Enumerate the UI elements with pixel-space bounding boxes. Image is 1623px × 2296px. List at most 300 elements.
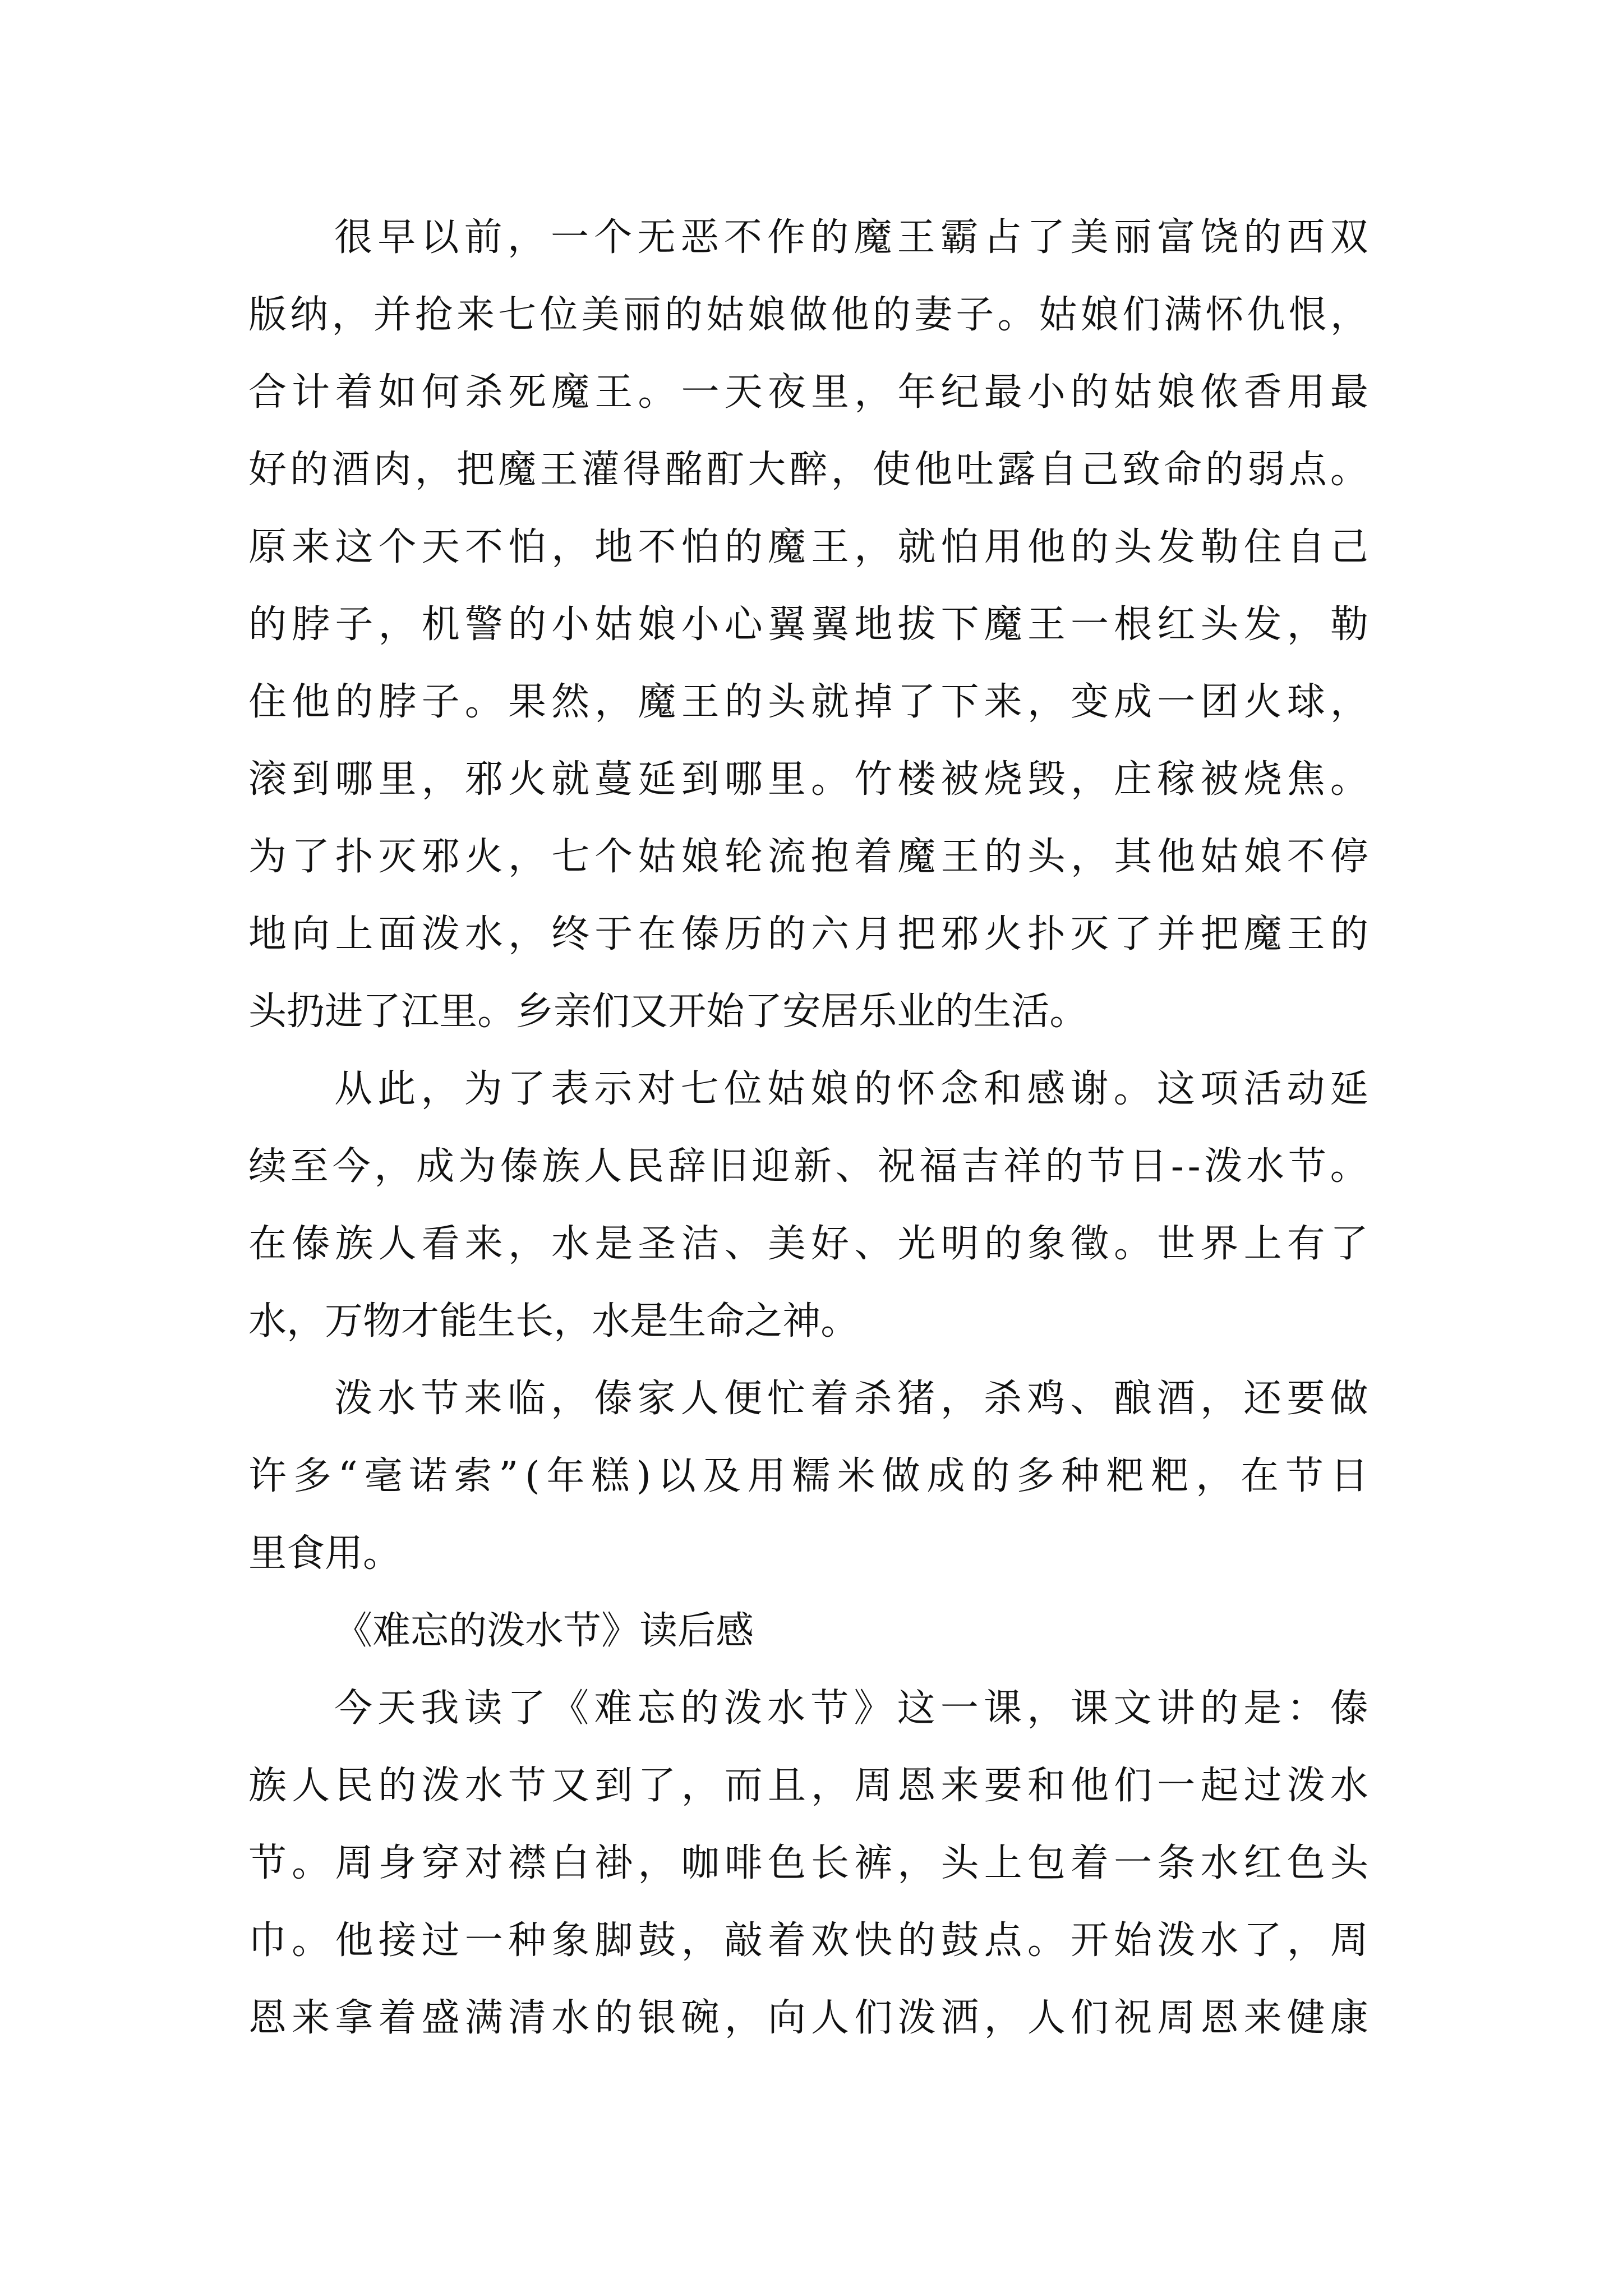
glyph: ， (508, 912, 546, 956)
glyph: 水 (464, 1764, 503, 1808)
glyph: 。 (1027, 1918, 1066, 1963)
glyph: 的 (1070, 370, 1109, 415)
glyph: 福 (919, 1144, 958, 1189)
glyph: 魔 (984, 602, 1022, 647)
glyph: 忙 (767, 1377, 806, 1421)
glyph: 历 (724, 912, 763, 956)
glyph: ” (499, 1454, 519, 1498)
glyph: 对 (637, 1067, 676, 1111)
glyph: 临 (507, 1377, 546, 1421)
glyph: - (1187, 1144, 1201, 1189)
glyph: 的 (1045, 1144, 1083, 1189)
glyph: 鸡 (1027, 1377, 1066, 1421)
glyph: 节 (563, 1609, 602, 1653)
glyph: 住 (1243, 525, 1282, 569)
glyph: 天 (377, 1686, 416, 1731)
glyph: 自 (1039, 448, 1077, 492)
glyph: 娘 (748, 293, 786, 337)
glyph: 示 (594, 1067, 633, 1111)
glyph: 到 (681, 757, 720, 802)
glyph: 地 (854, 602, 893, 647)
glyph: 健 (1287, 1996, 1325, 2040)
glyph: 进 (325, 990, 363, 1034)
glyph: 及 (702, 1454, 741, 1498)
glyph: 的 (810, 215, 849, 260)
glyph: 索 (454, 1454, 492, 1498)
glyph: 酩 (664, 448, 703, 492)
glyph: 一 (1114, 1841, 1152, 1885)
text-line (334, 210, 1368, 266)
glyph: 节 (1285, 1454, 1324, 1498)
text-line (248, 1835, 1368, 1892)
glyph: 才 (401, 1299, 440, 1343)
glyph: 文 (1113, 1686, 1152, 1731)
glyph: 天 (724, 370, 763, 415)
glyph: 迎 (751, 1144, 790, 1189)
glyph: 楼 (897, 757, 936, 802)
glyph: 醉 (789, 448, 828, 492)
glyph: 是 (630, 1299, 668, 1343)
glyph: 球 (1287, 680, 1325, 724)
glyph: 生 (973, 990, 1012, 1034)
glyph: ， (1200, 1377, 1239, 1421)
text-line (248, 365, 1368, 421)
glyph: 头 (1330, 1841, 1368, 1885)
glyph: 满 (1164, 293, 1202, 337)
glyph: 然 (551, 680, 590, 724)
glyph: 成 (926, 1454, 965, 1498)
glyph: 一 (1157, 680, 1196, 724)
glyph: ， (897, 1841, 936, 1885)
text-line (334, 1681, 1368, 1737)
glyph: 死 (508, 370, 546, 415)
glyph: 纳 (290, 293, 329, 337)
glyph: 蔓 (594, 757, 633, 802)
glyph: 肉 (373, 448, 412, 492)
glyph: 丽 (623, 293, 661, 337)
glyph: 。 (1330, 448, 1368, 492)
glyph: 色 (767, 1841, 806, 1885)
glyph: 欢 (811, 1918, 850, 1963)
glyph: 如 (378, 370, 417, 415)
glyph: 计 (292, 370, 330, 415)
glyph: 着 (854, 835, 893, 879)
glyph: 魔 (854, 215, 892, 260)
glyph: 猪 (897, 1377, 935, 1421)
glyph: 谢 (1070, 1067, 1109, 1111)
glyph: 西 (1287, 215, 1325, 260)
glyph: 了 (292, 835, 330, 879)
glyph: 动 (1287, 1067, 1325, 1111)
text-line (334, 1371, 1368, 1427)
text-line (248, 1448, 1368, 1504)
glyph: 魔 (1243, 912, 1282, 956)
glyph: 周 (1330, 1918, 1368, 1963)
glyph: 的 (1205, 448, 1244, 492)
glyph: 用 (325, 1531, 363, 1576)
glyph: 他 (1157, 835, 1196, 879)
glyph: 子 (956, 293, 994, 337)
glyph: 火 (1243, 680, 1282, 724)
glyph: 己 (1080, 448, 1119, 492)
glyph: 勒 (1200, 525, 1239, 569)
glyph: 原 (248, 525, 287, 569)
glyph: 成 (1114, 680, 1152, 724)
glyph: 。 (811, 757, 850, 802)
glyph: 包 (1027, 1841, 1066, 1885)
glyph: 来 (464, 1377, 502, 1421)
glyph: 发 (1157, 525, 1196, 569)
glyph: 。 (1113, 1067, 1152, 1111)
glyph: 又 (551, 1764, 590, 1808)
glyph: 们 (1114, 1764, 1152, 1808)
glyph: 娘 (810, 1067, 849, 1111)
glyph: 满 (464, 1996, 503, 2040)
glyph: 人 (292, 1764, 330, 1808)
glyph: 王 (1287, 912, 1325, 956)
glyph: ) (636, 1454, 651, 1498)
glyph: 好 (811, 1222, 850, 1266)
glyph: ， (1027, 1686, 1066, 1731)
glyph: ， (984, 1996, 1022, 2040)
glyph: 活 (1011, 990, 1050, 1034)
glyph: ， (681, 1764, 720, 1808)
glyph: 了 (507, 1686, 546, 1731)
glyph: 早 (377, 215, 416, 260)
glyph: 民 (625, 1144, 664, 1189)
glyph: 的 (594, 1996, 633, 2040)
glyph: 糯 (792, 1454, 831, 1498)
glyph: 泼 (723, 1686, 762, 1731)
glyph: 啡 (724, 1841, 763, 1885)
glyph: 灭 (378, 835, 417, 879)
glyph: 灌 (581, 448, 620, 492)
glyph: 泼 (334, 1377, 373, 1421)
glyph: 便 (723, 1377, 762, 1421)
glyph: 恶 (680, 215, 719, 260)
glyph: 七 (551, 835, 590, 879)
glyph: 忘 (411, 1609, 449, 1653)
glyph: 向 (292, 912, 330, 956)
glyph: 光 (897, 1222, 936, 1266)
glyph: 日 (1330, 1454, 1368, 1498)
glyph: 了 (744, 990, 783, 1034)
glyph: 年 (897, 370, 936, 415)
glyph: 清 (508, 1996, 546, 2040)
glyph: 的 (971, 1454, 1010, 1498)
glyph: 读 (639, 1609, 678, 1653)
glyph: 里 (439, 990, 478, 1034)
glyph: 侬 (1200, 370, 1239, 415)
glyph: 扑 (335, 835, 374, 879)
glyph: 掉 (854, 680, 893, 724)
glyph: 脚 (594, 1918, 633, 1963)
glyph: 泼 (897, 1996, 936, 2040)
glyph: 。 (997, 293, 1036, 337)
glyph: 子 (421, 680, 460, 724)
glyph: 一 (940, 1686, 979, 1731)
glyph: 徵 (1070, 1222, 1109, 1266)
glyph: 心 (724, 602, 763, 647)
glyph: ， (551, 1377, 589, 1421)
glyph: 傣 (594, 1377, 633, 1421)
glyph: 安 (782, 990, 821, 1034)
glyph: 人 (1027, 1996, 1066, 2040)
glyph: 把 (897, 912, 936, 956)
glyph: 恩 (897, 1764, 936, 1808)
glyph: 延 (1330, 1067, 1368, 1111)
glyph: 姑 (638, 835, 676, 879)
glyph: 怕 (508, 525, 546, 569)
glyph: 是 (1243, 1686, 1282, 1731)
glyph: 做 (882, 1454, 920, 1498)
glyph: 美 (581, 293, 620, 337)
glyph: 傣 (681, 912, 720, 956)
glyph: 纪 (940, 370, 979, 415)
glyph: 七 (680, 1067, 719, 1111)
glyph: 到 (594, 1764, 633, 1808)
glyph: 着 (1070, 1841, 1109, 1885)
glyph: 何 (421, 370, 460, 415)
glyph: 其 (1114, 835, 1152, 879)
glyph: 、 (854, 1222, 893, 1266)
glyph: 香 (1243, 370, 1282, 415)
glyph: 扑 (1027, 912, 1066, 956)
glyph: 为 (464, 1067, 502, 1111)
glyph: 恨 (1288, 293, 1327, 337)
glyph: 是 (594, 1222, 633, 1266)
glyph: 命 (1164, 448, 1202, 492)
glyph: 勒 (1330, 602, 1368, 647)
glyph: 王 (940, 835, 979, 879)
glyph: 许 (248, 1454, 287, 1498)
glyph: 脖 (378, 680, 417, 724)
glyph: 竹 (854, 757, 893, 802)
text-line (248, 287, 1368, 343)
glyph: 了 (363, 990, 402, 1034)
glyph: 天 (421, 525, 460, 569)
glyph: ， (507, 215, 546, 260)
glyph: 弱 (1247, 448, 1285, 492)
glyph: 感 (716, 1609, 754, 1653)
glyph: 了 (1330, 1222, 1368, 1266)
glyph: 小 (1027, 370, 1066, 415)
text-line (248, 674, 1368, 730)
glyph: 条 (1157, 1841, 1196, 1885)
glyph: 、 (835, 1144, 874, 1189)
glyph: 们 (1122, 293, 1160, 337)
glyph: ， (1070, 757, 1109, 802)
glyph: 的 (335, 680, 374, 724)
glyph: 下 (940, 680, 979, 724)
glyph: 使 (872, 448, 911, 492)
glyph: 水 (551, 1996, 590, 2040)
glyph: ， (1330, 293, 1368, 337)
glyph: 色 (1287, 1841, 1325, 1885)
glyph: 的 (508, 602, 546, 647)
glyph: 。 (638, 370, 676, 415)
glyph: 水 (551, 1222, 590, 1266)
glyph: 。 (820, 1299, 859, 1343)
glyph: 邪 (421, 835, 460, 879)
glyph: 夜 (767, 370, 806, 415)
glyph: 的 (984, 835, 1022, 879)
glyph: ， (594, 680, 633, 724)
glyph: 江 (401, 990, 440, 1034)
glyph: 着 (810, 1377, 849, 1421)
glyph: 神 (782, 1299, 821, 1343)
glyph: ， (940, 1377, 979, 1421)
glyph: 双 (1330, 215, 1368, 260)
glyph: 杀 (854, 1377, 892, 1421)
glyph: 王 (681, 680, 720, 724)
glyph: 年 (546, 1454, 585, 1498)
glyph: 始 (1114, 1918, 1152, 1963)
glyph: 世 (1157, 1222, 1196, 1266)
glyph: 哪 (724, 757, 763, 802)
glyph: 了 (897, 680, 936, 724)
glyph: 小 (681, 602, 720, 647)
glyph: 这 (335, 525, 374, 569)
glyph: 烧 (984, 757, 1022, 802)
glyph: 来 (940, 1764, 979, 1808)
glyph: 在 (1241, 1454, 1279, 1498)
glyph: 又 (630, 990, 668, 1034)
glyph: 的 (984, 1222, 1022, 1266)
glyph: 终 (551, 912, 590, 956)
glyph: 节 (810, 1686, 849, 1731)
glyph: 的 (935, 990, 974, 1034)
glyph: 洁 (681, 1222, 720, 1266)
glyph: 物 (363, 1299, 402, 1343)
glyph: 上 (335, 912, 374, 956)
glyph: ( (525, 1454, 540, 1498)
glyph: ， (1330, 680, 1368, 724)
glyph: 翼 (811, 602, 850, 647)
glyph: 里 (767, 757, 806, 802)
glyph: 灭 (1070, 912, 1109, 956)
glyph: 里 (378, 757, 417, 802)
glyph: 家 (637, 1377, 676, 1421)
glyph: 以 (421, 215, 459, 260)
glyph: 人 (680, 1377, 719, 1421)
glyph: 好 (248, 448, 287, 492)
glyph: 难 (372, 1609, 411, 1653)
glyph: 到 (292, 757, 330, 802)
glyph: 傣 (500, 1144, 538, 1189)
glyph: 水 (377, 1377, 416, 1421)
glyph: 粑 (1151, 1454, 1189, 1498)
glyph: 把 (456, 448, 495, 492)
glyph: 于 (594, 912, 633, 956)
glyph: 我 (421, 1686, 459, 1731)
glyph: 银 (638, 1996, 676, 2040)
glyph: 火 (464, 835, 503, 879)
glyph: ， (421, 1067, 459, 1111)
glyph: 头 (940, 1841, 979, 1885)
glyph: 。 (1114, 1222, 1152, 1266)
glyph: 节 (248, 1841, 287, 1885)
glyph: ， (378, 602, 417, 647)
glyph: 一 (1157, 1764, 1196, 1808)
glyph: 邪 (464, 757, 503, 802)
glyph: 姑 (1039, 293, 1077, 337)
glyph: 要 (1287, 1377, 1325, 1421)
glyph: 地 (594, 525, 633, 569)
glyph: ， (724, 1996, 763, 2040)
glyph: 头 (248, 990, 287, 1034)
glyph: 、 (724, 1222, 763, 1266)
glyph: 着 (378, 1996, 417, 2040)
text-line (248, 1294, 1368, 1350)
glyph: 饶 (1200, 215, 1239, 260)
text-line (248, 1758, 1368, 1814)
glyph: 不 (638, 525, 676, 569)
glyph: 庄 (1114, 757, 1152, 802)
glyph: 个 (378, 525, 417, 569)
glyph: 头 (1027, 835, 1066, 879)
glyph: 仇 (1247, 293, 1285, 337)
glyph: 有 (1287, 1222, 1325, 1266)
text-line (248, 1990, 1368, 2046)
glyph: 人 (378, 1222, 417, 1266)
glyph: 项 (1200, 1067, 1239, 1111)
glyph: 个 (594, 215, 633, 260)
glyph: 祝 (877, 1144, 916, 1189)
glyph: ， (421, 757, 460, 802)
glyph: 姑 (767, 1067, 806, 1111)
glyph: 七 (498, 293, 537, 337)
glyph: 滚 (248, 757, 287, 802)
glyph: 个 (594, 835, 633, 879)
glyph: 的 (1200, 1686, 1239, 1731)
glyph: 用 (984, 525, 1022, 569)
glyph: 怀 (897, 1067, 935, 1111)
glyph: 警 (464, 602, 503, 647)
glyph: 以 (657, 1454, 696, 1498)
glyph: 节 (1087, 1144, 1126, 1189)
glyph: 就 (551, 757, 590, 802)
glyph: 盛 (421, 1996, 460, 2040)
glyph: 水 (1200, 1841, 1239, 1885)
glyph: 王 (811, 525, 850, 569)
glyph: 穿 (421, 1841, 460, 1885)
glyph: 六 (811, 912, 850, 956)
glyph: 身 (378, 1841, 417, 1885)
glyph: 生 (477, 1299, 516, 1343)
glyph: 哪 (335, 757, 374, 802)
glyph: 多 (1016, 1454, 1055, 1498)
glyph: 火 (508, 757, 546, 802)
glyph: 命 (706, 1299, 745, 1343)
glyph: ， (854, 525, 893, 569)
glyph: 发 (1243, 602, 1282, 647)
glyph: 。 (1330, 757, 1368, 802)
glyph: 接 (378, 1918, 417, 1963)
glyph: 里 (248, 1531, 287, 1576)
glyph: 焦 (1287, 757, 1325, 802)
glyph: “ (338, 1454, 358, 1498)
glyph: 粑 (1106, 1454, 1145, 1498)
glyph: 今 (334, 1686, 373, 1731)
glyph: 娘 (1157, 370, 1196, 415)
glyph: 。 (1049, 990, 1088, 1034)
glyph: 感 (1027, 1067, 1066, 1111)
glyph: 的 (897, 1918, 936, 1963)
glyph: 位 (540, 293, 578, 337)
glyph: 翼 (767, 602, 806, 647)
text-line (248, 597, 1368, 653)
